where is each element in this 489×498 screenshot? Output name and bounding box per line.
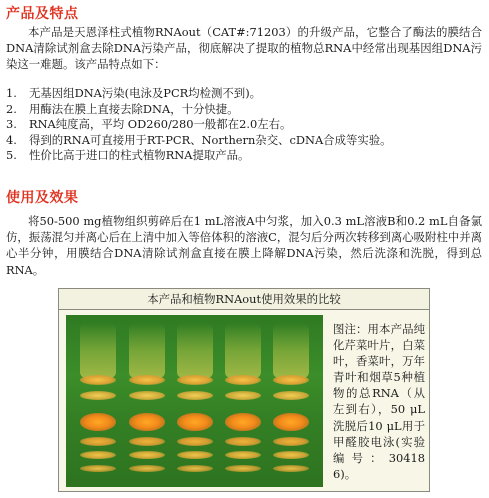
- feature-item: [6, 117, 482, 133]
- gel-band: [177, 465, 213, 472]
- gel-band: [177, 437, 213, 446]
- gel-band: [177, 375, 213, 385]
- gel-band: [177, 413, 213, 431]
- usage-body: [6, 213, 482, 278]
- feature-text: 得到的RNA可直接用于RT-PCR、Northern杂交、cDNA合成等实验。: [29, 132, 392, 147]
- gel-band: [225, 451, 261, 459]
- gel-band: [80, 413, 116, 431]
- gel-band: [225, 375, 261, 385]
- gel-band: [273, 323, 309, 378]
- features-section-title: 产品及特点: [6, 6, 79, 22]
- gel-band: [80, 437, 116, 446]
- gel-lane: [177, 315, 213, 487]
- feature-item: [6, 133, 482, 149]
- feature-item: [6, 102, 482, 118]
- gel-band: [80, 375, 116, 385]
- gel-band: [273, 465, 309, 472]
- feature-item: [6, 86, 482, 102]
- gel-band: [273, 437, 309, 446]
- gel-band: [177, 451, 213, 459]
- usage-section-title: 使用及效果: [6, 190, 79, 206]
- feature-list: [6, 86, 482, 164]
- features-intro-text: 本产品是天恩泽柱式植物RNAout（CAT#:71203）的升级产品，它整合了酶法的膜结合DNA清除试剂盒去除DNA污染产品，彻底解决了提取的植物总RNA中经常出现基因组DNA污染这一难题。该产品特点如下：: [6, 25, 482, 72]
- gel-band: [273, 413, 309, 431]
- feature-number: 1.: [6, 86, 17, 100]
- gel-band: [80, 451, 116, 459]
- gel-band: [129, 451, 165, 459]
- feature-text: 性价比高于进口的柱式植物RNA提取产品。: [29, 148, 250, 163]
- gel-band: [225, 413, 261, 431]
- gel-band: [129, 375, 165, 385]
- figure-header: 本产品和植物RNAout使用效果的比较: [59, 289, 429, 310]
- feature-number: 5.: [6, 148, 17, 163]
- feature-number: 2.: [6, 101, 17, 116]
- gel-band: [80, 465, 116, 472]
- gel-band: [129, 391, 165, 400]
- gel-lane: [273, 315, 309, 487]
- gel-band: [177, 391, 213, 400]
- feature-text: 无基因组DNA污染(电泳及PCR均检测不到)。: [29, 86, 262, 100]
- gel-band: [273, 391, 309, 400]
- usage-body-text: 将50-500 mg植物组织剪碎后在1 mL溶液A中匀浆，加入0.3 mL溶液B和0.2 mL自备氯仿，振荡混匀并离心后在上清中加入等倍体积的溶液C，混匀后分两次转移到离心吸附柱中并离心半分钟，用膜结合DNA清除试剂盒直接在膜上降解DNA污染，然后洗涤和洗脱，得到总RNA。: [6, 214, 482, 277]
- gel-band: [225, 323, 261, 378]
- gel-band: [177, 323, 213, 378]
- features-intro: [6, 24, 482, 73]
- gel-band: [129, 323, 165, 378]
- gel-band: [225, 465, 261, 472]
- feature-number: 4.: [6, 132, 17, 147]
- comparison-figure: [58, 288, 430, 492]
- gel-lane: [80, 315, 116, 487]
- gel-band: [129, 465, 165, 472]
- gel-electrophoresis-image: [66, 315, 323, 487]
- feature-text: 用酶法在膜上直接去除DNA，十分快捷。: [29, 101, 239, 116]
- feature-item: [6, 148, 482, 164]
- gel-band: [129, 413, 165, 431]
- feature-number: 3.: [6, 117, 17, 132]
- gel-lane: [129, 315, 165, 487]
- gel-band: [80, 323, 116, 378]
- gel-band: [129, 437, 165, 446]
- gel-band: [80, 391, 116, 400]
- gel-band: [225, 437, 261, 446]
- gel-band: [273, 451, 309, 459]
- gel-lane: [225, 315, 261, 487]
- gel-band: [225, 391, 261, 400]
- figure-caption: 图注：用本产品纯化芹菜叶片，白菜叶，香菜叶，万年青叶和烟草5种植物的总RNA（从左到右），50 μL洗脱后10 μL用于甲醛胶电泳(实验编号：304186)。: [333, 322, 425, 481]
- feature-text: RNA纯度高，平均 OD260/280一般都在2.0左右。: [29, 117, 292, 132]
- gel-band: [273, 375, 309, 385]
